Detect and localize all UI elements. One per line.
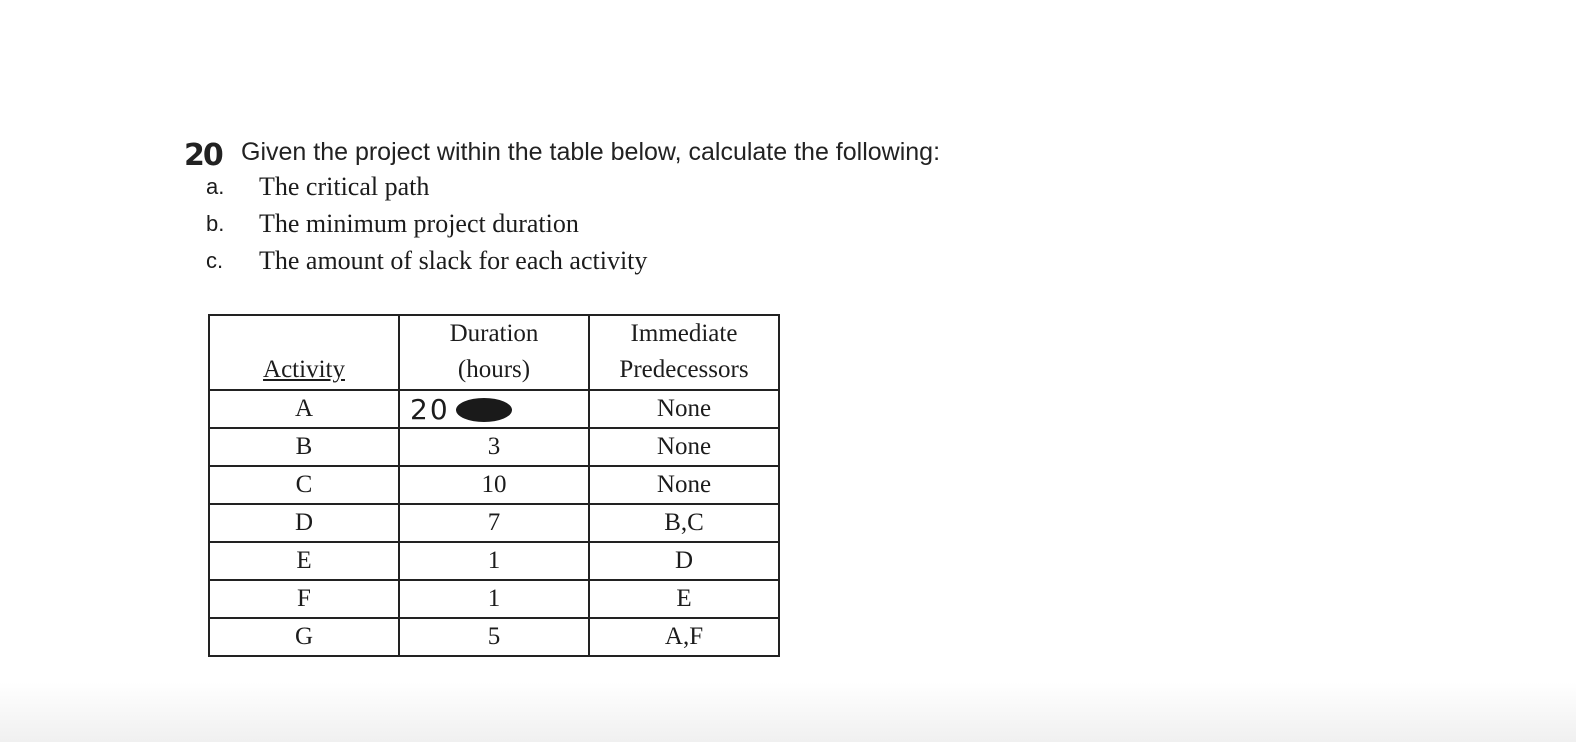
part-letter: b. (206, 211, 225, 236)
header-activity (209, 315, 399, 390)
cell-duration: 1 (399, 580, 589, 618)
cell-activity: D (209, 504, 399, 542)
cell-predecessors: A,F (589, 618, 779, 656)
cell-activity: B (209, 428, 399, 466)
header-duration-line1: Duration (449, 320, 539, 347)
table-row (209, 618, 779, 656)
cell-predecessors: B,C (589, 504, 779, 542)
table-header-row (209, 315, 779, 390)
header-activity-text: Activity (263, 356, 345, 383)
cell-duration (399, 390, 589, 428)
header-pred-line1: Immediate (630, 320, 738, 347)
cell-predecessors: D (589, 542, 779, 580)
table-row (209, 580, 779, 618)
page-bottom-shadow (0, 682, 1576, 742)
cell-activity: A (209, 390, 399, 428)
cell-predecessors: None (589, 466, 779, 504)
part-letter: c. (206, 248, 224, 273)
header-pred-line2: Predecessors (619, 356, 749, 383)
cell-activity: C (209, 466, 399, 504)
redaction-mark (456, 398, 512, 422)
cell-duration: 5 (399, 618, 589, 656)
header-duration (399, 315, 589, 390)
question-number (184, 138, 222, 173)
table-row (209, 504, 779, 542)
question-prompt: Given the project within the table below, calculate the following: (241, 138, 941, 166)
table-row (209, 466, 779, 504)
part-letter: a. (206, 174, 225, 199)
question-number-text: 20 (184, 138, 222, 173)
handwritten-duration: 20 (410, 392, 450, 426)
cell-predecessors: E (589, 580, 779, 618)
cell-activity: G (209, 618, 399, 656)
header-predecessors (589, 315, 779, 390)
part-text: The amount of slack for each activity (259, 246, 648, 275)
cell-duration: 1 (399, 542, 589, 580)
part-text: The minimum project duration (259, 209, 579, 238)
cell-activity: F (209, 580, 399, 618)
cell-duration: 10 (399, 466, 589, 504)
project-table (208, 314, 780, 657)
table-row (209, 428, 779, 466)
table-row (209, 390, 779, 428)
cell-activity: E (209, 542, 399, 580)
header-duration-line2: (hours) (457, 356, 531, 383)
cell-duration: 3 (399, 428, 589, 466)
part-text: The critical path (259, 172, 430, 201)
table-row (209, 542, 779, 580)
cell-predecessors: None (589, 390, 779, 428)
cell-duration: 7 (399, 504, 589, 542)
cell-predecessors: None (589, 428, 779, 466)
